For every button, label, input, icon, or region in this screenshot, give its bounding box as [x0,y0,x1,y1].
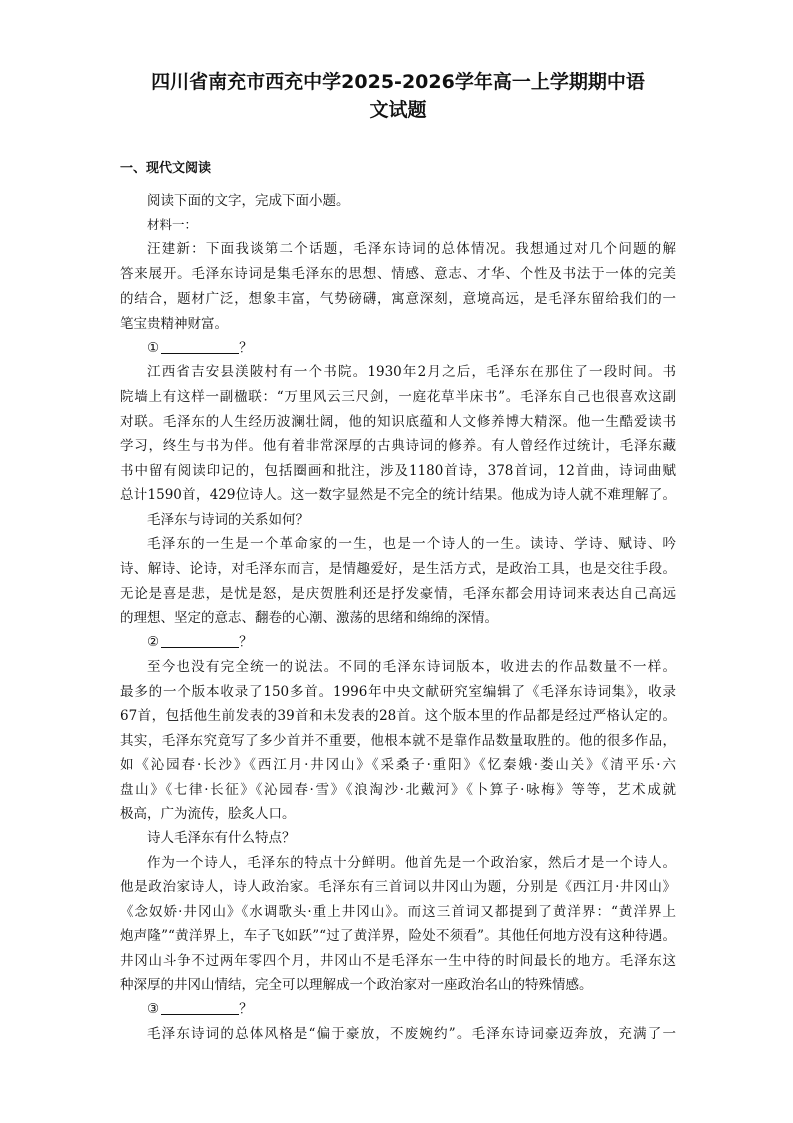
instruction-text: 阅读下面的文字，完成下面小题。 [147,193,350,209]
question-blank-3 [147,999,676,1019]
body-line: 最多的一个版本收录了150多首。1996年中央文献研究室编辑了《毛泽东诗词集》，收录 [120,684,676,700]
body-line: 种深厚的井冈山情结，完全可以理解成一个政治家对一座政治名山的特殊情感。 [120,977,593,993]
blank-question-mark: ？ [239,340,253,356]
body-line: 67首，包括他生前发表的39首和未发表的28首。这个版本里的作品都是经过严格认定的。 [120,708,676,724]
body-line: 学习，终生与书为伴。他有着非常深厚的古典诗词的修养。有人曾经作过统计，毛泽东藏 [120,438,676,454]
body-line: 他是政治家诗人，诗人政治家。毛泽东有三首词以井冈山为题，分别是《西江月·井冈山》 [120,879,676,895]
body-line: 书中留有阅读印记的，包括圈画和批注，涉及1180首诗，378首词，12首曲，诗词曲赋 [120,463,676,479]
body-line: 诗人毛泽东有什么特点？ [147,830,296,846]
body-line: 江西省吉安县渼陂村有一个书院。1930年2月之后，毛泽东在那住了一段时间。书 [147,364,676,380]
body-line: 如《沁园春·长沙》《西江月·井冈山》《采桑子·重阳》《忆秦娥·娄山关》《清平乐·六 [120,757,676,773]
body-line: 极高，广为流传，脍炙人口。 [120,806,296,822]
section-heading: 一、现代文阅读 [120,161,212,176]
question-blank-2 [147,632,676,652]
body-line: 《念奴娇·井冈山》《水调歌头·重上井冈山》。而这三首词又都提到了黄洋界：“黄洋界上 [120,904,676,920]
body-line: 无论是喜是悲，是忧是怒，是庆贺胜利还是抒发豪情，毛泽东都会用诗词来表达自己高远 [120,586,676,602]
answer-blank-line [161,1000,239,1015]
answer-blank-line [161,633,239,648]
material-label: 材料一： [147,217,198,232]
body-line: 井冈山斗争不过两年零四个月，井冈山不是毛泽东一生中待的时间最长的地方。毛泽东这 [120,953,676,969]
body-line: 至今也没有完全统一的说法。不同的毛泽东诗词版本，收进去的作品数量不一样。 [147,659,676,675]
body-line: 的理想、坚定的意志、翻卷的心潮、激荡的思绪和绵绵的深情。 [120,610,498,626]
blank-question-mark: ？ [239,634,253,650]
body-line: 笔宝贵精神财富。 [120,316,228,332]
body-line: 对联。毛泽东的人生经历波澜壮阔，他的知识底蕴和人文修养博大精深。他一生酷爱读书 [120,414,676,430]
blank-question-mark: ？ [239,1001,253,1017]
body-line: 诗、解诗、论诗，对毛泽东而言，是情趣爱好，是生活方式，是政治工具，也是交往手段。 [120,561,676,577]
answer-blank-line [161,339,239,354]
body-line: 其实，毛泽东究竟写了多少首并不重要，他根本就不是靠作品数量取胜的。他的很多作品， [120,733,676,749]
body-line: 答来展开。毛泽东诗词是集毛泽东的思想、情感、意志、才华、个性及书法于一体的完美 [120,266,676,282]
body-line: 毛泽东与诗词的关系如何？ [147,512,309,528]
body-line: 汪建新：下面我谈第二个话题，毛泽东诗词的总体情况。我想通过对几个问题的解 [147,241,676,257]
blank-number: ③ [147,1001,160,1017]
question-blank-1 [147,338,676,358]
document-title-line2: 文试题 [369,99,427,121]
body-line: 毛泽东的一生是一个革命家的一生，也是一个诗人的一生。读诗、学诗、赋诗、吟 [147,536,676,552]
body-line: 的结合，题材广泛，想象丰富，气势磅礴，寓意深刻，意境高远，是毛泽东留给我们的一 [120,291,676,307]
blank-number: ② [147,634,160,650]
body-line: 总计1590首，429位诗人。这一数字显然是不完全的统计结果。他成为诗人就不难理解了。 [120,487,676,503]
blank-number: ① [147,340,160,356]
body-line: 作为一个诗人，毛泽东的特点十分鲜明。他首先是一个政治家，然后才是一个诗人。 [147,855,676,871]
document-title-line1: 四川省南充市西充中学2025-2026学年高一上学期期中语 [151,71,645,93]
body-line: 院墙上有这样一副楹联：“万里风云三尺剑，一庭花草半床书”。毛泽东自己也很喜欢这副 [120,389,676,405]
body-line: 盘山》《七律·长征》《沁园春·雪》《浪淘沙·北戴河》《卜算子·咏梅》等等，艺术成就 [120,782,676,798]
body-line: 炮声隆”“黄洋界上，车子飞如跃”“过了黄洋界，险处不须看”。其他任何地方没有这种待遇。 [120,928,676,944]
body-line: 毛泽东诗词的总体风格是“偏于豪放，不废婉约”。毛泽东诗词豪迈奔放，充满了一 [147,1026,676,1042]
